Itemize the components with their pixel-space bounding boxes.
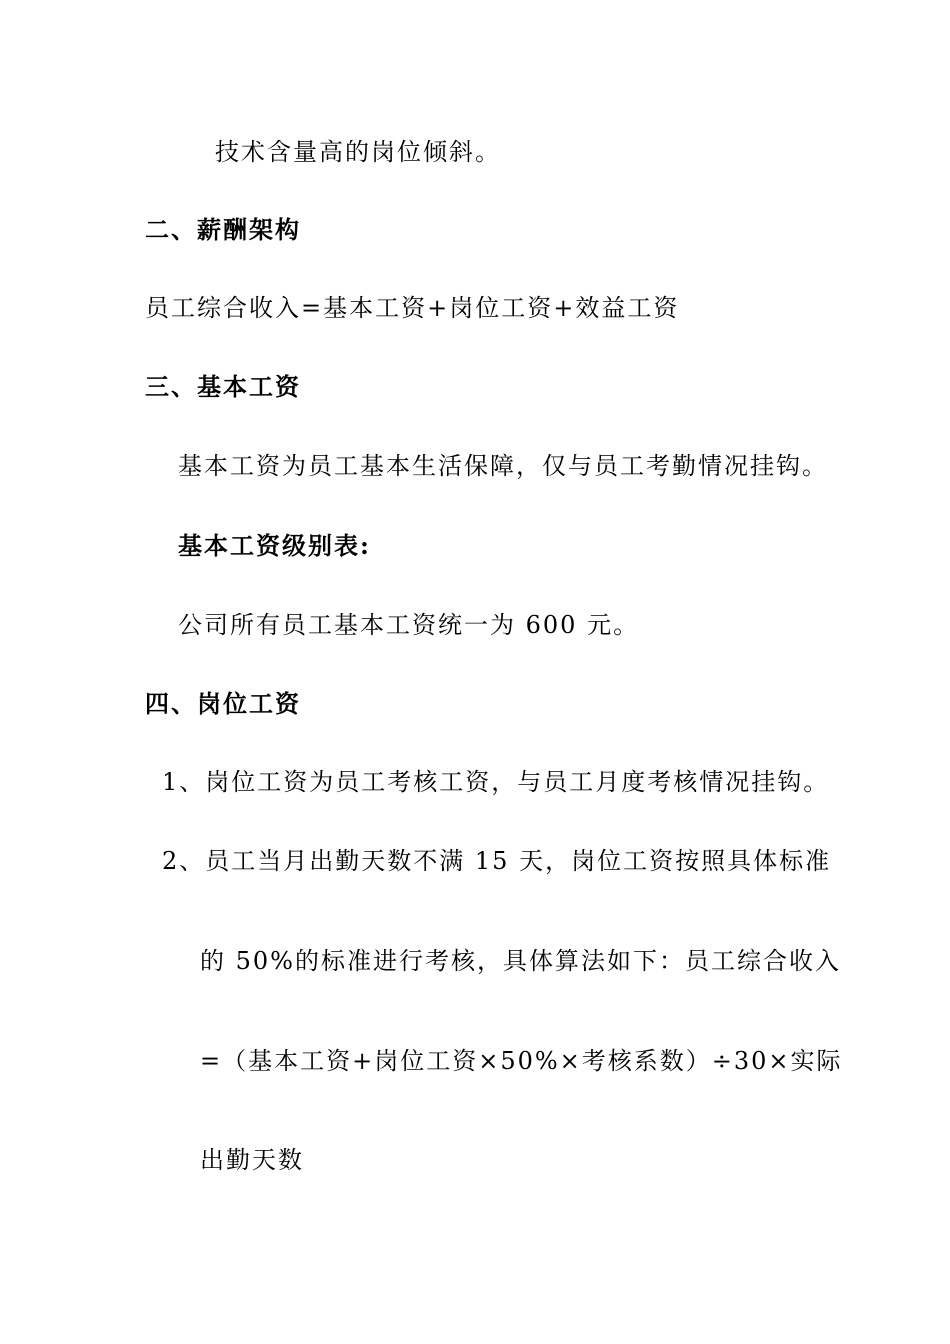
continuation-text: 技术含量高的岗位倾斜。 — [215, 138, 501, 166]
base-salary-description: 基本工资为员工基本生活保障，仅与员工考勤情况挂钩。 — [178, 452, 828, 480]
salary-formula: 员工综合收入=基本工资+岗位工资+效益工资 — [145, 294, 680, 322]
position-salary-item-2-cont-1: 的 50%的标准进行考核，具体算法如下：员工综合收入 — [200, 947, 841, 975]
position-salary-item-2-cont-3: 出勤天数 — [200, 1146, 304, 1174]
position-salary-item-2-cont-2: =（基本工资+岗位工资×50%×考核系数）÷30×实际 — [200, 1047, 843, 1075]
position-salary-item-1: 1、岗位工资为员工考核工资，与员工月度考核情况挂钩。 — [162, 768, 830, 796]
base-salary-amount: 公司所有员工基本工资统一为 600 元。 — [178, 611, 640, 639]
position-salary-item-2: 2、员工当月出勤天数不满 15 天，岗位工资按照具体标准 — [162, 847, 832, 875]
section-heading-position-salary: 四、岗位工资 — [145, 689, 301, 718]
base-salary-table-heading: 基本工资级别表: — [178, 531, 371, 560]
section-heading-base-salary: 三、基本工资 — [145, 372, 301, 401]
section-heading-salary-structure: 二、薪酬架构 — [145, 215, 301, 244]
